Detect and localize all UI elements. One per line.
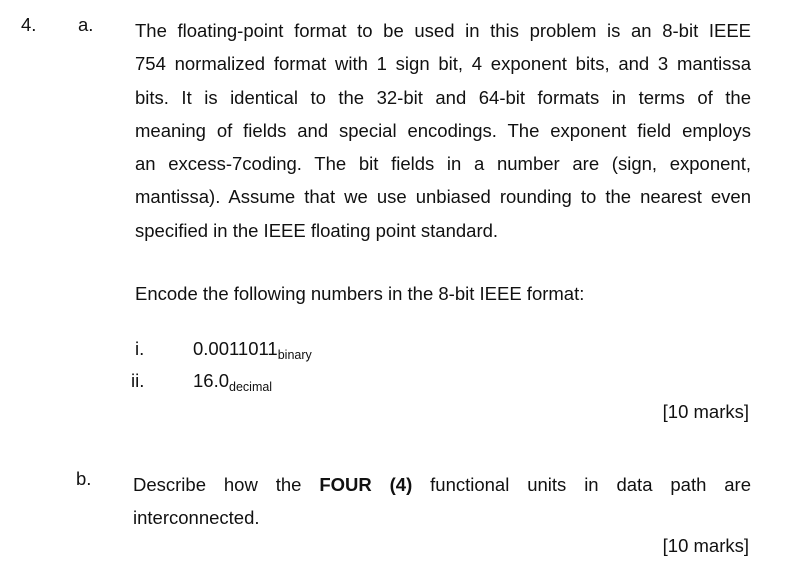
paragraph-line: 754 normalized format with 1 sign bit, 4 exponent bits, and 3 mantissa	[135, 53, 751, 75]
part-b-marks: [10 marks]	[662, 535, 749, 556]
item-ii-number: 16.0	[193, 370, 230, 391]
encode-instruction: Encode the following numbers in the 8-bit IEEE format:	[135, 283, 585, 304]
item-i-value	[193, 338, 312, 360]
paragraph-line: specified in the IEEE floating point standard.	[135, 219, 499, 241]
item-ii-label: ii.	[131, 370, 145, 391]
paragraph-line: interconnected.	[133, 507, 260, 528]
paragraph-line: meaning of fields and special encodings. The exponent field employs	[135, 119, 751, 141]
item-ii-base: decimal	[229, 380, 273, 394]
part-b-bold: FOUR (4)	[319, 474, 413, 495]
part-b-suffix: functional units in data path are	[430, 474, 752, 495]
question-number: 4.	[21, 14, 37, 35]
paragraph-line	[133, 468, 751, 501]
part-a-label: a.	[78, 14, 94, 35]
part-a-paragraph	[135, 14, 751, 247]
paragraph-line: bits. It is identical to the 32-bit and 64-bit formats in terms of the	[135, 86, 751, 108]
item-i-number: 0.0011011	[193, 338, 278, 359]
part-a-marks: [10 marks]	[662, 401, 749, 422]
paragraph-line: an excess-7coding. The bit fields in a number are (sign, exponent,	[135, 153, 751, 175]
item-i-label: i.	[135, 338, 145, 359]
part-b-prefix: Describe how the	[133, 474, 302, 495]
item-ii-value	[193, 370, 272, 392]
part-b-paragraph	[133, 468, 751, 534]
item-i-base: binary	[277, 348, 312, 362]
part-b-label: b.	[76, 468, 92, 489]
paragraph-line: The floating-point format to be used in this problem is an 8-bit IEEE	[135, 20, 751, 41]
paragraph-line: mantissa). Assume that we use unbiased rounding to the nearest even	[135, 186, 751, 208]
